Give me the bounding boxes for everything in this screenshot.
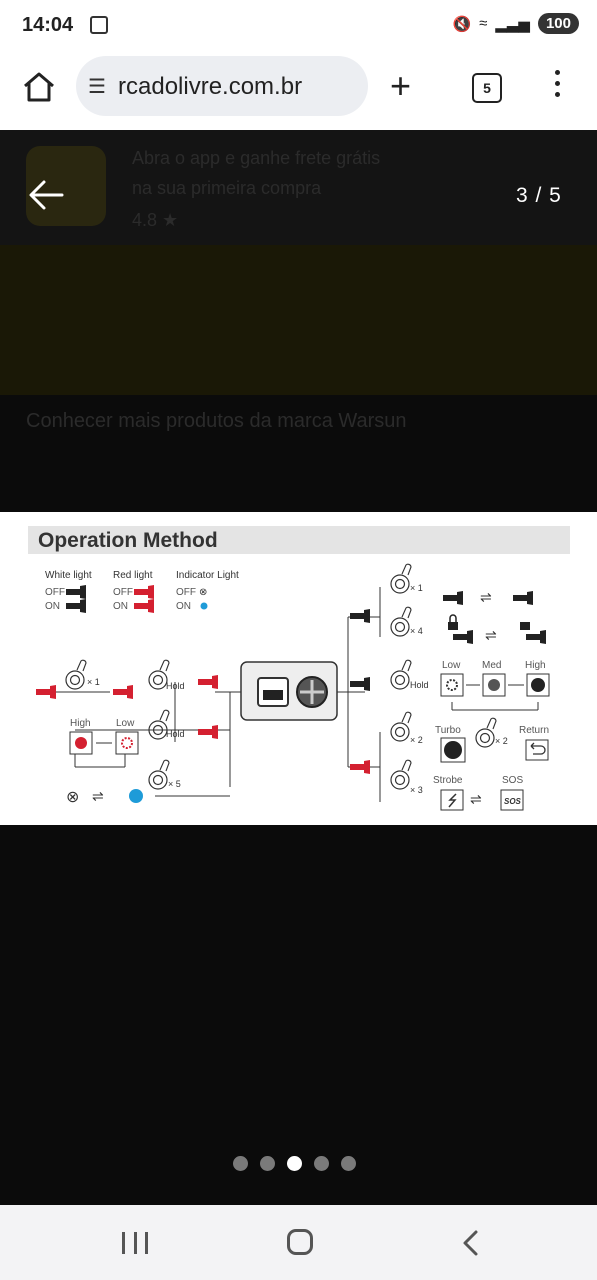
legend-on: ON [113, 601, 128, 612]
power-button-icon [391, 712, 411, 741]
pagination-dot[interactable] [260, 1156, 275, 1171]
system-nav-bar [0, 1205, 597, 1280]
browser-toolbar [0, 50, 597, 130]
low-mode-icon [441, 674, 463, 696]
legend-white-light: White light [45, 570, 92, 581]
back-arrow-icon[interactable] [26, 175, 66, 215]
gallery-counter: 3 / 5 [516, 184, 562, 207]
legend-red-light: Red light [113, 570, 153, 581]
white-torch-icon [350, 609, 370, 623]
power-button-icon [66, 660, 86, 689]
signal-icon: ▂▃▅ [495, 15, 530, 33]
gallery-pagination [233, 1156, 356, 1171]
power-button-icon [149, 760, 169, 789]
press-x1-label: × 1 [410, 583, 423, 593]
site-settings-icon[interactable]: ☰ [88, 76, 106, 98]
legend-on: ON [176, 601, 191, 612]
url-bar[interactable] [76, 56, 368, 116]
red-torch-icon [36, 685, 56, 699]
sos-label: SOS [502, 775, 524, 786]
url-text: rcadolivre.com.br [118, 73, 303, 100]
power-button-icon [391, 760, 411, 789]
legend-on: ON [45, 601, 60, 612]
legend-off: OFF [45, 587, 65, 598]
press-x1-label: × 1 [87, 677, 100, 687]
diagram-title: Operation Method [38, 529, 218, 552]
mute-icon: 🔇 [452, 15, 472, 33]
white-torch-off-icon [66, 585, 86, 599]
press-x3-label: × 3 [410, 785, 423, 795]
pagination-dot[interactable] [233, 1156, 248, 1171]
home-nav-icon[interactable] [287, 1229, 313, 1255]
red-torch-on-icon [113, 685, 133, 699]
white-torch-on-icon [66, 599, 86, 613]
red-torch-icon [350, 760, 370, 774]
red-torch-on-icon [198, 725, 218, 739]
return-label: Return [519, 725, 550, 736]
white-torch-icon [453, 630, 473, 644]
indicator-off-icon: ⊗ [66, 789, 80, 806]
hold-label: Hold [166, 729, 185, 739]
legend-off: OFF [113, 587, 133, 598]
press-x2-label: × 2 [495, 736, 508, 746]
indicator-on-icon [129, 789, 143, 803]
power-button-icon [391, 607, 411, 636]
strobe-label: Strobe [433, 775, 463, 786]
site-header [0, 245, 597, 395]
pagination-dot[interactable] [341, 1156, 356, 1171]
product-image[interactable] [0, 512, 597, 825]
battery-badge: 100 [538, 13, 579, 34]
red-low-mode-icon [116, 732, 138, 754]
banner-rating: 4.8 ★ [132, 210, 179, 230]
press-x2-label: × 2 [410, 735, 423, 745]
status-bar [0, 0, 597, 50]
wifi-icon: ≈ [479, 15, 488, 32]
red-high-label: High [70, 718, 91, 729]
toggle-arrows-icon: ⇌ [92, 788, 104, 804]
med-label: Med [482, 660, 502, 671]
press-x4-label: × 4 [410, 626, 423, 636]
legend-off: OFF [176, 587, 196, 598]
press-x5-label: × 5 [168, 779, 181, 789]
tab-switcher-button[interactable]: 5 [472, 73, 502, 103]
recent-apps-icon[interactable] [122, 1232, 148, 1254]
power-button-icon [476, 718, 496, 747]
hold-label: Hold [410, 680, 429, 690]
red-low-label: Low [116, 718, 135, 729]
red-torch-off-icon [134, 585, 154, 599]
hold-label: Hold [166, 681, 185, 691]
app-banner [0, 130, 597, 245]
power-button-icon [391, 564, 411, 593]
white-torch-on-icon [526, 630, 546, 644]
status-icons [452, 13, 579, 34]
lock-icon [448, 622, 458, 630]
sos-icon-text: SOS [504, 797, 521, 806]
turbo-label: Turbo [435, 725, 461, 736]
banner-line1: Abra o app e ganhe frete grátis [132, 148, 381, 168]
red-torch-on-icon [134, 599, 154, 613]
more-menu-icon[interactable] [555, 70, 563, 103]
pagination-dot-active[interactable] [287, 1156, 302, 1171]
toggle-arrows-icon: ⇌ [480, 589, 492, 605]
power-button-icon [391, 660, 411, 689]
banner-line2: na sua primeira compra [132, 178, 322, 198]
indicator-on-icon [201, 603, 208, 610]
status-time: 14:04 [22, 14, 74, 36]
home-icon[interactable] [18, 66, 60, 108]
pagination-dot[interactable] [314, 1156, 329, 1171]
toggle-arrows-icon: ⇌ [470, 791, 482, 807]
brand-heading: Conhecer mais produtos da marca Warsun [26, 410, 407, 432]
white-torch-off-icon [513, 591, 533, 605]
new-tab-button[interactable]: + [390, 65, 412, 106]
screenshot-icon [90, 16, 108, 34]
white-torch-on-icon [443, 591, 463, 605]
low-label: Low [442, 660, 461, 671]
high-label: High [525, 660, 546, 671]
indicator-off-icon: ⊗ [199, 587, 208, 598]
legend-indicator-light: Indicator Light [176, 570, 239, 581]
unlock-icon [520, 622, 530, 630]
red-torch-icon [198, 675, 218, 689]
toggle-arrows-icon: ⇌ [485, 627, 497, 643]
back-nav-icon[interactable] [458, 1229, 484, 1257]
white-torch-on-icon [350, 677, 370, 691]
